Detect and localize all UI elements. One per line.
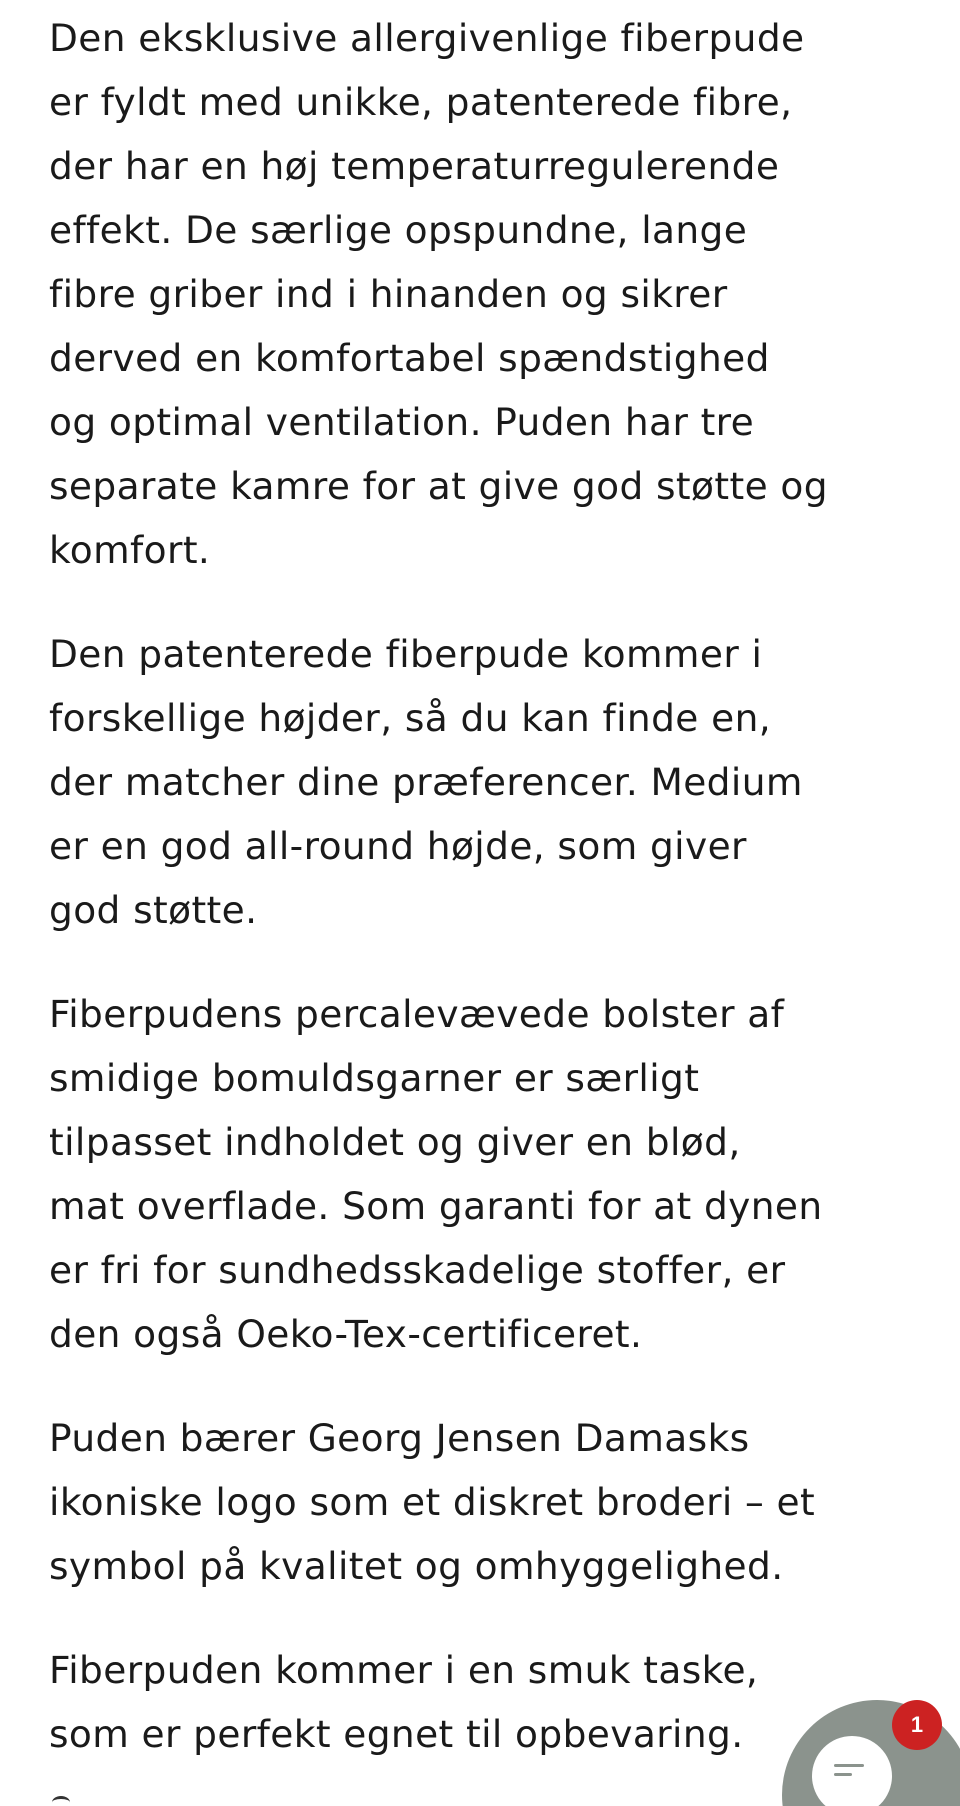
description-paragraph-3: [49, 982, 929, 1366]
description-paragraph-1: [49, 6, 929, 582]
text-line: Den patenterede fiberpude kommer i: [49, 632, 763, 676]
text-line: den også Oeko-Tex-certificeret.: [49, 1312, 643, 1356]
text-line: effekt. De særlige opspundne, lange: [49, 208, 748, 252]
text-line: er en god all-round højde, som giver: [49, 824, 747, 868]
notification-badge: 1: [892, 1700, 942, 1750]
description-paragraph-4: [49, 1406, 929, 1598]
text-line: forskellige højder, så du kan finde en,: [49, 696, 772, 740]
text-line: der har en høj temperaturregulerende: [49, 144, 780, 188]
text-line: tilpasset indholdet og giver en blød,: [49, 1120, 741, 1164]
text-line: smidige bomuldsgarner er særligt: [49, 1056, 700, 1100]
product-description: [49, 6, 929, 1806]
text-line: derved en komfortabel spændstighed: [49, 336, 770, 380]
text-line: og optimal ventilation. Puden har tre: [49, 400, 755, 444]
text-line: god støtte.: [49, 888, 258, 932]
text-line: mat overflade. Som garanti for at dynen: [49, 1184, 823, 1228]
text-line: der matcher dine præferencer. Medium: [49, 760, 803, 804]
text-line: Fiberpuden kommer i en smuk taske,: [49, 1648, 759, 1692]
cut-off-text-fragment: [52, 1796, 70, 1806]
text-line: ikoniske logo som et diskret broderi – et: [49, 1480, 816, 1524]
text-line: separate kamre for at give god støtte og: [49, 464, 828, 508]
text-line: fibre griber ind i hinanden og sikrer: [49, 272, 728, 316]
text-line: er fri for sundhedsskadelige stoffer, er: [49, 1248, 786, 1292]
description-paragraph-2: [49, 622, 929, 942]
text-line: symbol på kvalitet og omhyggelighed.: [49, 1544, 784, 1588]
text-line: komfort.: [49, 528, 211, 572]
text-line: Puden bærer Georg Jensen Damasks: [49, 1416, 750, 1460]
text-line: Fiberpudens percalevævede bolster af: [49, 992, 785, 1036]
text-line: er fyldt med unikke, patenterede fibre,: [49, 80, 793, 124]
chat-lines-icon: [834, 1760, 870, 1782]
text-line: Den eksklusive allergivenlige fiberpude: [49, 16, 805, 60]
text-line: som er perfekt egnet til opbevaring.: [49, 1712, 744, 1756]
